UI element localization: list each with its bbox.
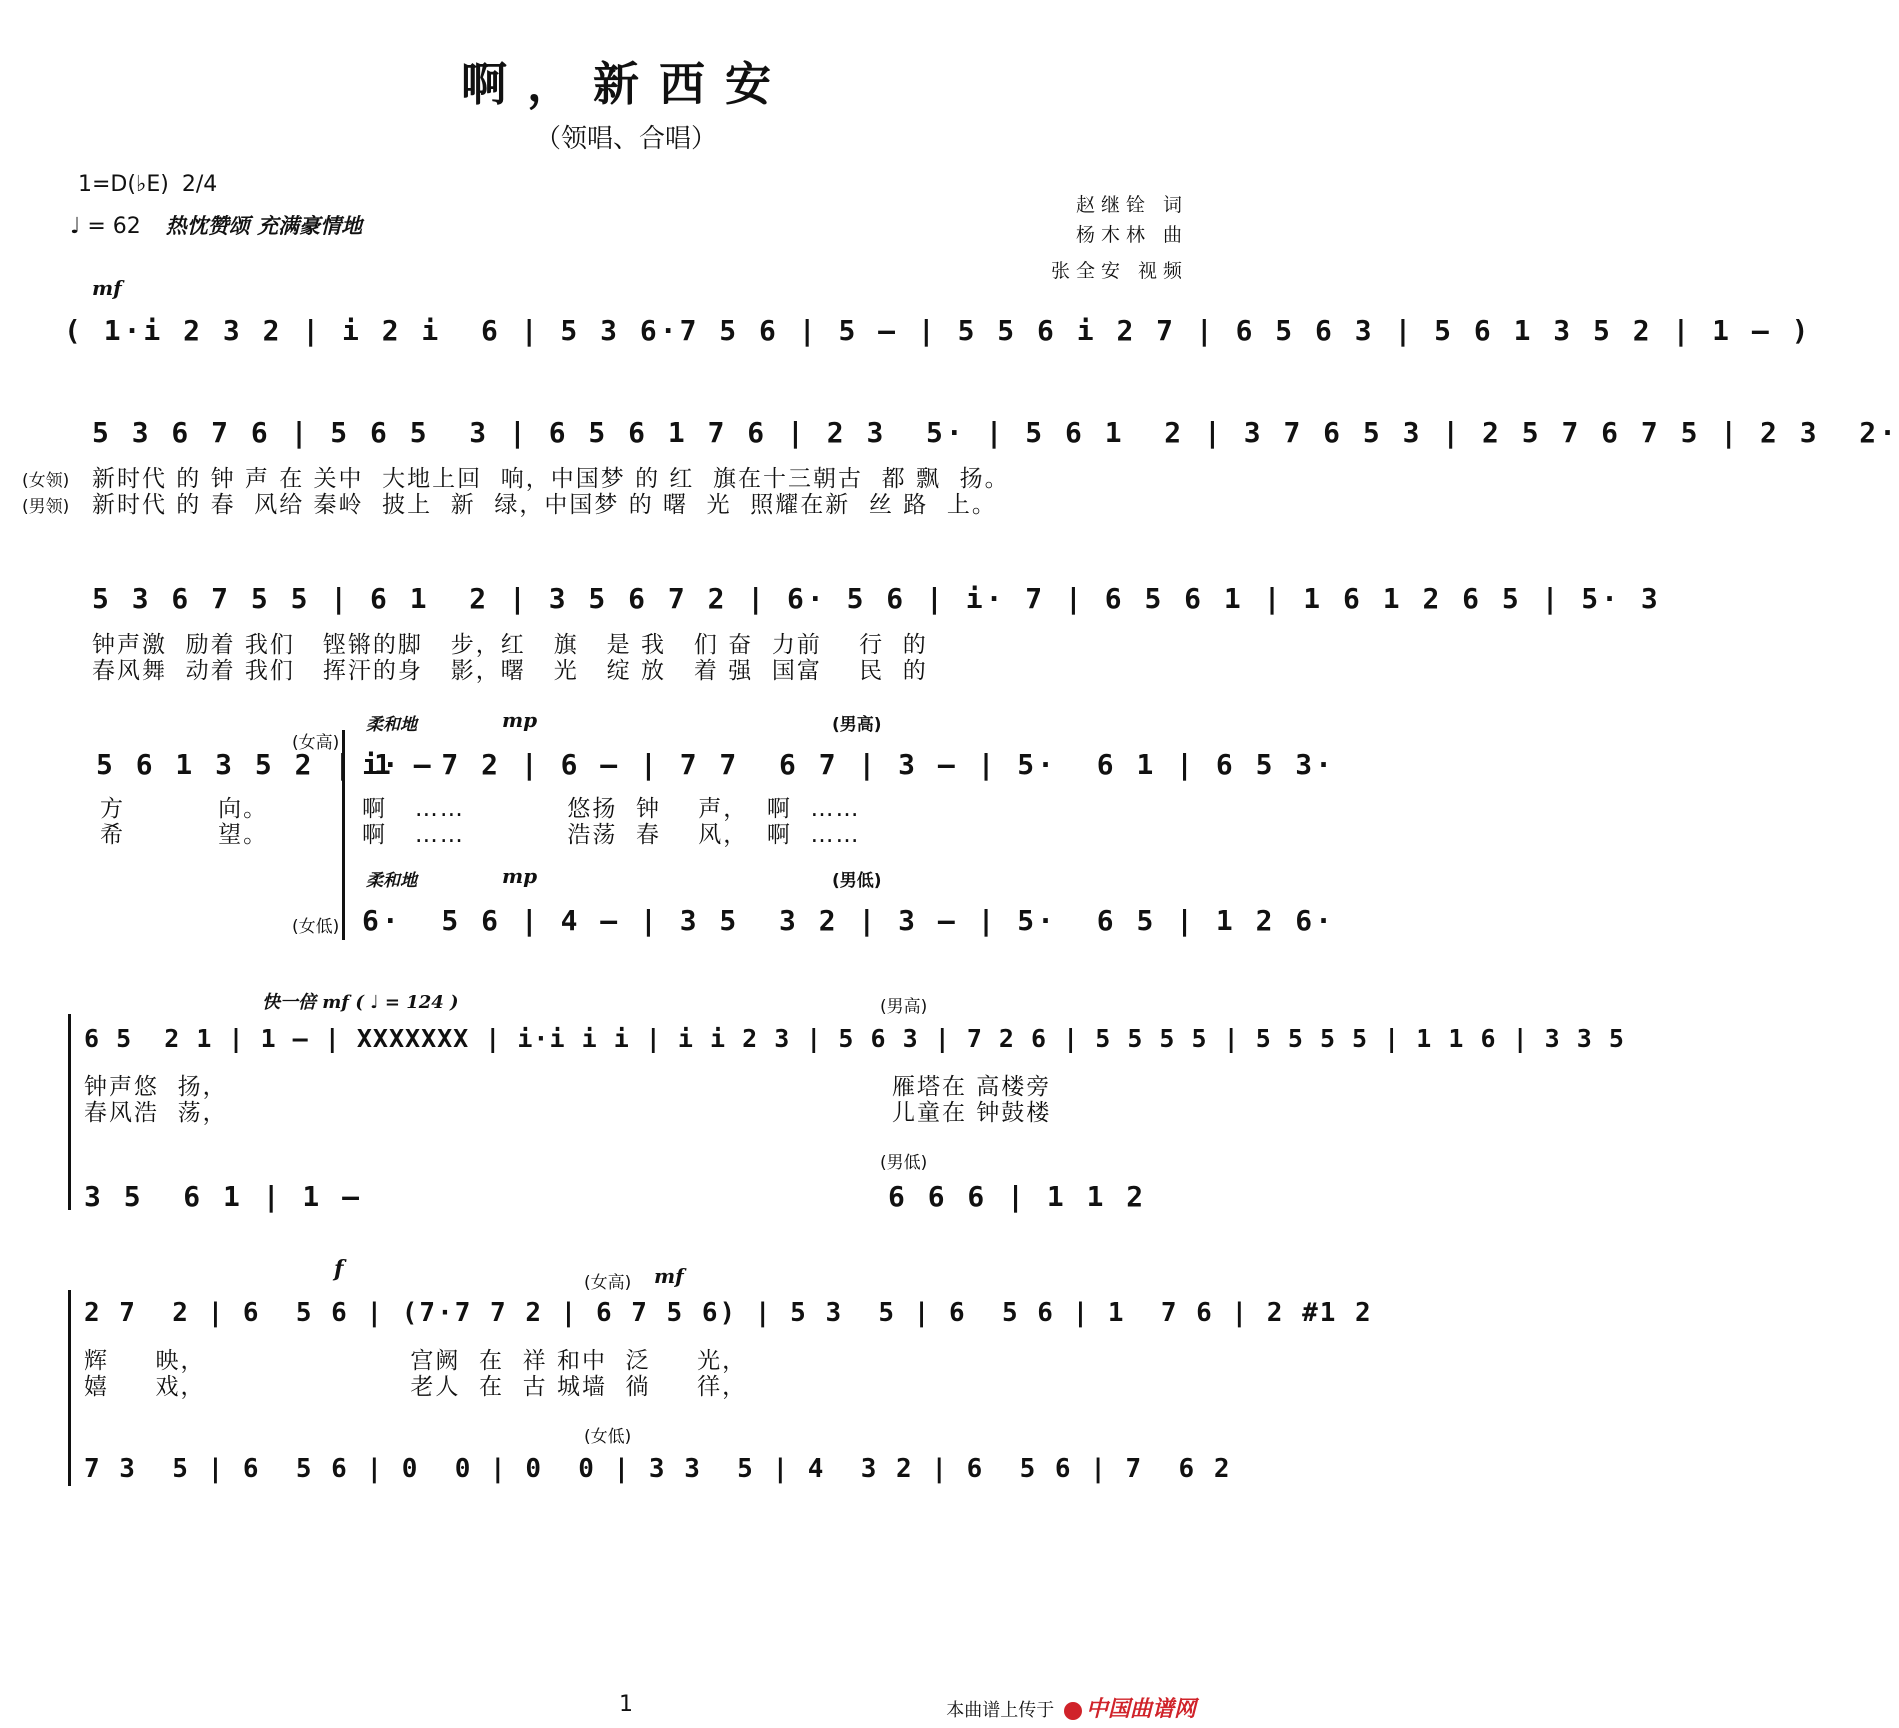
- lyric-choir-b: 啊 …… 浩荡 春 风， 啊 ……: [362, 822, 861, 848]
- system5-lower-notes-right: 6 6 6 | 1 1 2: [888, 1180, 1147, 1213]
- voice-label-alto: (女低): [292, 917, 340, 937]
- lyric-ending-b: 希 望。: [100, 822, 269, 848]
- lyric-ending-a: 方 向。: [100, 796, 269, 822]
- voice-label-tenor: (男高): [832, 715, 882, 735]
- ending-notes: 5 6 1 3 5 2 | 1 –: [96, 748, 434, 781]
- intro-notes: ( 1·i 2 3 2 | i 2 i 6 | 5 3 6·7 5 6 | 5 – | 5 5 6 i 2 7 | 6 5 6 3 | 5 6 1 3 5 2 | 1 – ): [64, 314, 1812, 347]
- dynamic-mf: mf: [92, 276, 122, 300]
- lyric-5b-right: 儿童在 钟鼓楼: [892, 1100, 1052, 1126]
- source-credit: [946, 1692, 1196, 1723]
- lyric-5a-right: 雁塔在 高楼旁: [892, 1074, 1052, 1100]
- system5-bracket: [68, 1014, 71, 1210]
- voice-label-bass-2: (男低): [880, 1153, 928, 1173]
- verse-notes-2: 5 3 6 7 5 5 | 6 1 2 | 3 5 6 7 2 | 6· 5 6 | i· 7 | 6 5 6 1 | 1 6 1 2 6 5 | 5· 3: [92, 582, 1661, 615]
- voice-label-alto-2: (女低): [584, 1427, 632, 1447]
- song-title: 啊，新西安: [461, 57, 791, 111]
- expression-gentle: 柔和地: [366, 715, 417, 735]
- soprano-notes: i· 7 2 | 6 – | 7 7 6 7 | 3 – | 5· 6 1 | 6 5 3·: [362, 748, 1336, 781]
- tempo-change: 快一倍 mf ( ♩ = 124 ): [262, 992, 459, 1013]
- dynamic-mp-lower: mp: [502, 864, 538, 888]
- page-number: 1: [619, 1692, 633, 1717]
- system6-bracket: [68, 1290, 71, 1486]
- alto-notes: 6· 5 6 | 4 – | 3 5 3 2 | 3 – | 5· 6 5 | 1 2 6·: [362, 904, 1336, 937]
- dynamic-mf-2: mf: [654, 1264, 684, 1288]
- composer-credit: 杨木林 曲: [1075, 224, 1188, 246]
- voice-label-soprano: (女高): [292, 733, 340, 753]
- lyric-line-female-lead: 新时代 的 钟 声 在 关中 大地上回 响，中国梦 的 红 旗在十三朝古 都 飘 扬。: [92, 466, 1010, 492]
- lyric-line-3a: 钟声激 励着 我们 铿锵的脚 步，红 旗 是 我 们 奋 力前 行 的: [92, 632, 928, 658]
- voice-label-bass: (男低): [832, 871, 882, 891]
- lyric-choir-a: 啊 …… 悠扬 钟 声， 啊 ……: [362, 796, 861, 822]
- voice-label-female-lead: (女领): [22, 471, 70, 491]
- system6-lower-notes: 7 3 5 | 6 5 6 | 0 0 | 0 0 | 3 3 5 | 4 3 2 | 6 5 6 | 7 6 2: [84, 1454, 1232, 1484]
- voice-label-male-lead: (男领): [22, 497, 70, 517]
- voice-label-tenor-2: (男高): [880, 997, 928, 1017]
- key-text: 1=D(♭E): [78, 172, 169, 197]
- dynamic-f: f: [334, 1256, 344, 1282]
- tempo-line: [70, 210, 362, 240]
- lyric-6a: 辉 映， 宫阙 在 祥 和中 泛 光，: [84, 1348, 748, 1374]
- site-logo-text: 中国曲谱网: [1085, 1697, 1196, 1722]
- system5-lower-notes-left: 3 5 6 1 | 1 –: [84, 1180, 363, 1213]
- system6-upper-notes: 2 7 2 | 6 5 6 | (7·7 7 2 | 6 7 5 6) | 5 3 5 | 6 5 6 | 1 7 6 | 2 #1 2: [84, 1298, 1373, 1328]
- lyric-5b-left: 春风浩 荡，: [84, 1100, 228, 1126]
- key-signature: [78, 172, 217, 197]
- system5-upper-notes: 6 5 2 1 | 1 – | XXXXXXX | i·i i i | i i 2 3 | 5 6 3 | 7 2 6 | 5 5 5 5 | 5 5 5 5 | 1 1 6 | 3 3 5: [84, 1024, 1625, 1053]
- tempo-mark: ♩ = 62: [70, 214, 141, 239]
- lyric-line-3b: 春风舞 动着 我们 挥汗的身 影，曙 光 绽 放 着 强 国富 民 的: [92, 658, 928, 684]
- site-logo-icon: [1064, 1702, 1082, 1720]
- expression-mark: 热忱赞颂 充满豪情地: [165, 213, 363, 238]
- expression-gentle-lower: 柔和地: [366, 871, 417, 891]
- choir-bracket: [342, 730, 345, 940]
- source-prefix: 本曲谱上传于: [946, 1700, 1055, 1721]
- lyric-line-male-lead: 新时代 的 春 风给 秦岭 披上 新 绿，中国梦 的 曙 光 照耀在新 丝 路 上。: [92, 492, 997, 518]
- video-credit: 张全安 视频: [1050, 260, 1188, 282]
- lyric-6b: 嬉 戏， 老人 在 古 城墙 徜 徉，: [84, 1374, 748, 1400]
- lyricist-credit: 赵继铨 词: [1075, 194, 1188, 216]
- song-subtitle: （领唱、合唱）: [534, 124, 717, 154]
- lyric-5a-left: 钟声悠 扬，: [84, 1074, 228, 1100]
- time-signature: 2/4: [181, 172, 218, 197]
- verse-notes-1: 5 3 6 7 6 | 5 6 5 3 | 6 5 6 1 7 6 | 2 3 5· | 5 6 1 2 | 3 7 6 5 3 | 2 5 7 6 7 5 | 2 3 2·: [92, 416, 1899, 449]
- voice-label-soprano-2: (女高): [584, 1273, 632, 1293]
- dynamic-mp: mp: [502, 708, 538, 732]
